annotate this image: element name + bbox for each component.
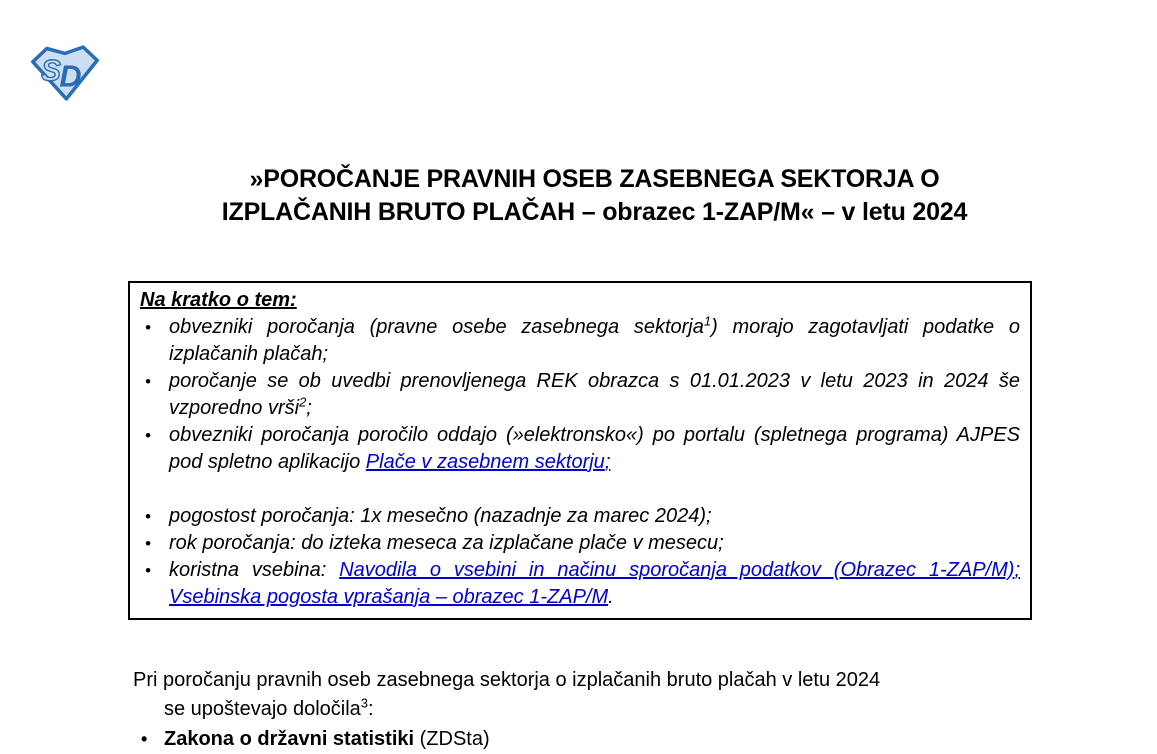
list-item-text: rok poročanja: do izteka meseca za izplačane plače v mesecu; <box>169 532 724 554</box>
list-item-rok <box>140 530 1020 557</box>
bullet-icon: • <box>141 729 148 749</box>
link-navodila-o-vsebini[interactable]: Navodila o vsebini in načinu sporočanja podatkov (Obrazec 1-ZAP/M) <box>339 559 1015 581</box>
list-item-text <box>169 314 1020 368</box>
text-run: . <box>608 586 614 608</box>
summary-box-heading-row <box>140 287 1020 314</box>
logo-letter-d: D <box>59 58 82 94</box>
text-run: ) morajo zagotavljati podatke o izplačanih plačah; <box>169 316 1020 365</box>
list-item-text <box>164 725 490 754</box>
bullet-icon: • <box>145 561 151 580</box>
list-item-text: pogostost poročanja: 1x mesečno (nazadnje za marec 2024); <box>169 505 712 527</box>
bullet-icon: • <box>145 372 151 391</box>
list-item-obvezniki <box>140 314 1020 368</box>
text-run: (ZDSta) <box>414 728 490 750</box>
footnote-ref-3: 3 <box>360 695 369 711</box>
bullet-icon: • <box>145 318 151 337</box>
list-item-text <box>169 422 1020 476</box>
body-paragraph-block <box>133 666 1033 754</box>
text-run-bold: Zakona o državni statistiki <box>164 728 415 750</box>
link-vsebinska-pogosta-vprasanja[interactable]: Vsebinska pogosta vprašanja – obrazec 1-ZAP/M <box>169 586 609 608</box>
bullet-icon: • <box>145 426 151 445</box>
page-title <box>0 163 1157 229</box>
list-item-text <box>169 557 1020 611</box>
diamond-shield-icon <box>30 44 100 102</box>
text-run: poročanje se ob uvedbi prenovljenega REK obrazca s 01.01.2023 v letu 2023 in 2024 še vzporedno vrši <box>169 370 1020 419</box>
text-run: ; <box>604 451 611 473</box>
text-run: : <box>368 698 374 720</box>
list-item-zakon-statistika <box>133 725 1033 754</box>
text-run: obvezniki poročanja poročilo oddajo (»elektronsko«) po portalu (spletnega programa) AJPES pod spletno aplikacijo <box>169 424 1020 473</box>
summary-box <box>128 281 1032 620</box>
list-item-oddaja-porocila <box>140 422 1020 476</box>
list-item-pogostost <box>140 503 1020 530</box>
bullet-icon: • <box>145 507 151 526</box>
text-run: koristna vsebina: <box>169 559 340 581</box>
body-paragraph-line2 <box>164 695 1033 724</box>
text-run: obvezniki poročanja (pravne osebe zasebnega sektorja <box>169 316 704 338</box>
summary-heading: Na kratko o tem: <box>140 289 297 311</box>
logo-letter-s: S <box>41 54 61 88</box>
page-title-line1: »POROČANJE PRAVNIH OSEB ZASEBNEGA SEKTORJA O <box>249 165 940 193</box>
footnote-ref-2: 2 <box>299 394 307 410</box>
page-title-line2: IZPLAČANIH BRUTO PLAČAH – obrazec 1-ZAP/M« – v letu 2024 <box>221 198 968 226</box>
link-place-v-zasebnem-sektorju[interactable]: Plače v zasebnem sektorju <box>365 451 605 473</box>
text-run: se upoštevajo določila <box>164 698 361 720</box>
text-run: ; <box>306 397 312 419</box>
list-item-koristna-vsebina <box>140 557 1020 611</box>
text-run: ; <box>1014 559 1020 581</box>
bullet-icon: • <box>145 534 151 553</box>
body-paragraph-line1: Pri poročanju pravnih oseb zasebnega sektorja o izplačanih bruto plačah v letu 2024 <box>133 669 881 691</box>
sd-diamond-logo <box>30 44 100 102</box>
list-item-text <box>169 368 1020 422</box>
list-item-porocanje-rek <box>140 368 1020 422</box>
footnote-ref-1: 1 <box>703 313 712 329</box>
